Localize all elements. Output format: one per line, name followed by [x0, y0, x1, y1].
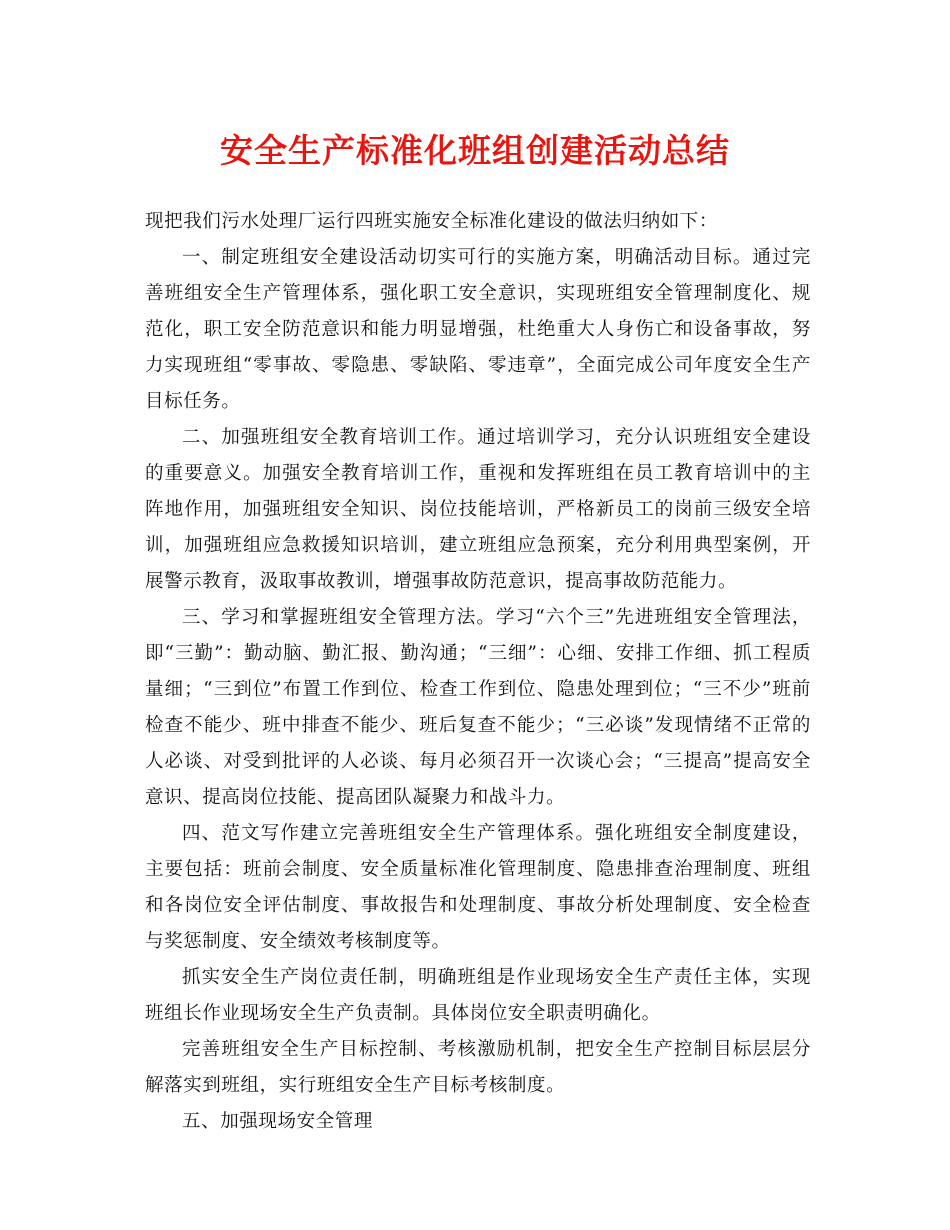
section-1-paragraph: 一、制定班组安全建设活动切实可行的实施方案，明确活动目标。通过完善班组安全生产管理体系，强化职工安全意识，实现班组安全管理制度化、规范化，职工安全防范意识和能力明显增强，杜绝重大人身伤亡和设备事故，努力实现班组“零事故、零隐患、零缺陷、零违章”，全面完成公司年度安全生产目标任务。	[145, 247, 811, 412]
responsibility-paragraph: 抓实安全生产岗位责任制，明确班组是作业现场安全生产责任主体，实现班组长作业现场安全生产负责制。具体岗位安全职责明确化。	[145, 967, 811, 1024]
section-5-heading: 五、加强现场安全管理	[182, 1111, 374, 1132]
document-body	[145, 204, 811, 1140]
section-2-paragraph: 二、加强班组安全教育培训工作。通过培训学习，充分认识班组安全建设的重要意义。加强安全教育培训工作，重视和发挥班组在员工教育培训中的主阵地作用，加强班组安全知识、岗位技能培训，严格新员工的岗前三级安全培训，加强班组应急救援知识培训，建立班组应急预案，充分利用典型案例，开展警示教育，汲取事故教训，增强事故防范意识，提高事故防范能力。	[145, 427, 811, 592]
section-4-paragraph: 四、范文写作建立完善班组安全生产管理体系。强化班组安全制度建设，主要包括：班前会制度、安全质量标准化管理制度、隐患排查治理制度、班组和各岗位安全评估制度、事故报告和处理制度、事故分析处理制度、安全检查与奖惩制度、安全绩效考核制度等。	[145, 823, 811, 952]
intro-paragraph: 现把我们污水处理厂运行四班实施安全标准化建设的做法归纳如下：	[145, 211, 719, 232]
section-3-paragraph: 三、学习和掌握班组安全管理方法。学习“六个三”先进班组安全管理法，即“三勤”：勤动脑、勤汇报、勤沟通；“三细”：心细、安排工作细、抓工程质量细；“三到位”布置工作到位、检查工作到位、隐患处理到位；“三不少”班前检查不能少、班中排查不能少、班后复查不能少；“三必谈”发现情绪不正常的人必谈、对受到批评的人必谈、每月必须召开一次谈心会；“三提高”提高安全意识、提高岗位技能、提高团队凝聚力和战斗力。	[145, 607, 811, 808]
target-control-paragraph: 完善班组安全生产目标控制、考核激励机制，把安全生产控制目标层层分解落实到班组，实行班组安全生产目标考核制度。	[145, 1039, 811, 1096]
document-title: 安全生产标准化班组创建活动总结	[220, 131, 730, 170]
